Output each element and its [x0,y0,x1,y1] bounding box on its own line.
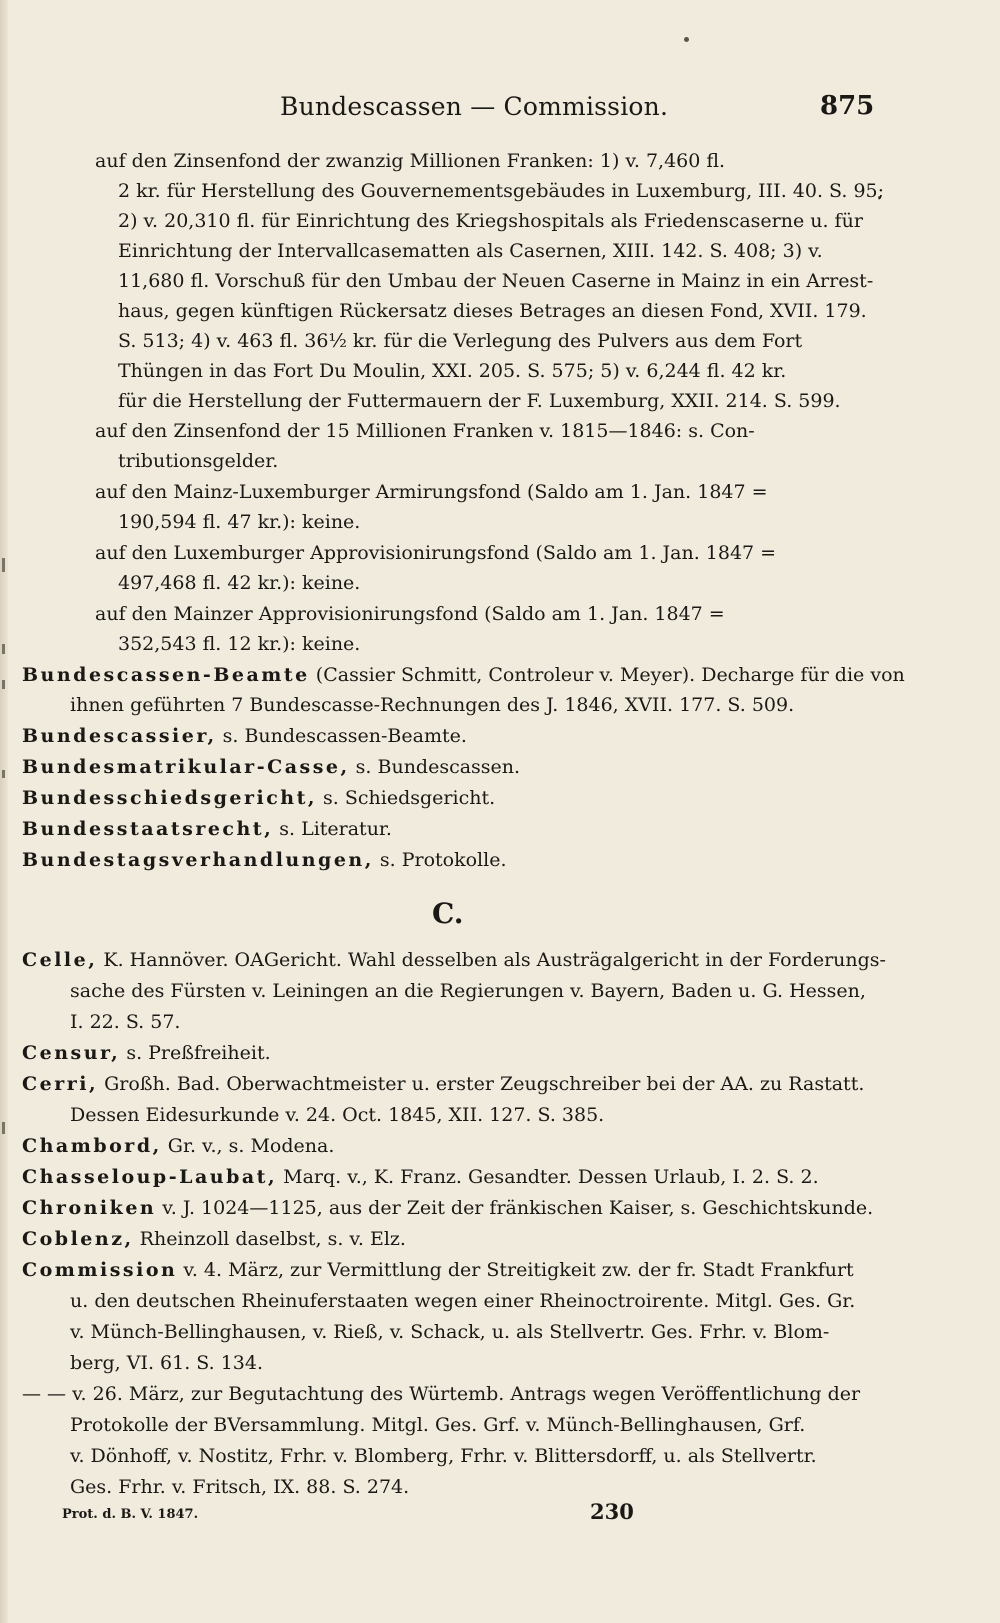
section-letter: C. [432,897,464,930]
text-line: 190,594 fl. 47 kr.): keine. [118,511,361,533]
index-entry: Commission v. 4. März, zur Vermittlung der Streitigkeit zw. der fr. Stadt Frankfurt [22,1259,854,1281]
text-line: v. Münch-Bellinghausen, v. Rieß, v. Schack, u. als Stellvertr. Ges. Frhr. v. Blom- [70,1321,830,1343]
text-line: Einrichtung der Intervallcasematten als Casernen, XIII. 142. S. 408; 3) v. [118,240,823,262]
index-entry: Bundestagsverhandlungen, s. Protokolle. [22,849,507,871]
sheet-number: 230 [590,1499,634,1524]
index-entry: Bundesschiedsgericht, s. Schiedsgericht. [22,787,496,809]
margin-mark [2,558,5,572]
text-line: haus, gegen künftigen Rückersatz dieses Betrages an diesen Fond, XVII. 179. [118,300,867,322]
text-line: 2 kr. für Herstellung des Gouvernementsgebäudes in Luxemburg, III. 40. S. 95; [118,180,885,202]
text-line: Ges. Frhr. v. Fritsch, IX. 88. S. 274. [70,1476,410,1498]
text-line: berg, VI. 61. S. 134. [70,1352,264,1374]
footer-signature: Prot. d. B. V. 1847. [62,1507,199,1522]
index-entry: Chroniken v. J. 1024—1125, aus der Zeit der fränkischen Kaiser, s. Geschichtskunde. [22,1197,874,1219]
text-line: tributionsgelder. [118,450,279,472]
running-head: Bundescassen — Commission. [280,92,669,121]
margin-mark [2,644,5,654]
text-line: auf den Zinsenfond der zwanzig Millionen Franken: 1) v. 7,460 fl. [95,150,726,172]
text-line: auf den Mainzer Approvisionirungsfond (Saldo am 1. Jan. 1847 = [95,603,725,625]
index-entry: Bundescassier, s. Bundescassen-Beamte. [22,725,467,747]
margin-mark [2,680,5,689]
text-line: sache des Fürsten v. Leiningen an die Regierungen v. Bayern, Baden u. G. Hessen, [70,980,866,1002]
index-entry: Bundesmatrikular-Casse, s. Bundescassen. [22,756,521,778]
text-line: Thüngen in das Fort Du Moulin, XXI. 205. S. 575; 5) v. 6,244 fl. 42 kr. [118,360,787,382]
text-line: u. den deutschen Rheinuferstaaten wegen einer Rheinoctroirente. Mitgl. Ges. Gr. [70,1290,856,1312]
text-line: auf den Mainz-Luxemburger Armirungsfond (Saldo am 1. Jan. 1847 = [95,481,768,503]
index-entry: Celle, K. Hannöver. OAGericht. Wahl desselben als Austrägalgericht in der Forderungs- [22,949,886,971]
index-entry: Chasseloup-Laubat, Marq. v., K. Franz. Gesandter. Dessen Urlaub, I. 2. S. 2. [22,1166,819,1188]
text-line: v. Dönhoff, v. Nostitz, Frhr. v. Blomberg, Frhr. v. Blittersdorff, u. als Stellvertr. [70,1445,817,1467]
text-line: S. 513; 4) v. 463 fl. 36½ kr. für die Verlegung des Pulvers aus dem Fort [118,330,803,352]
text-line: 497,468 fl. 42 kr.): keine. [118,572,361,594]
page-number: 875 [820,91,875,121]
text-line: 352,543 fl. 12 kr.): keine. [118,633,361,655]
ink-speck [684,37,689,42]
text-line: 11,680 fl. Vorschuß für den Umbau der Neuen Caserne in Mainz in ein Arrest- [118,270,874,292]
index-entry: Censur, s. Preßfreiheit. [22,1042,271,1064]
text-line: Dessen Eidesurkunde v. 24. Oct. 1845, XII. 127. S. 385. [70,1104,605,1126]
text-line: ihnen geführten 7 Bundescasse-Rechnungen des J. 1846, XVII. 177. S. 509. [70,694,795,716]
text-line: für die Herstellung der Futtermauern der F. Luxemburg, XXII. 214. S. 599. [118,390,841,412]
text-line: I. 22. S. 57. [70,1011,181,1033]
index-entry: Chambord, Gr. v., s. Modena. [22,1135,335,1157]
index-entry: Bundesstaatsrecht, s. Literatur. [22,818,392,840]
index-entry: Bundescassen-Beamte (Cassier Schmitt, Controleur v. Meyer). Decharge für die von [22,664,905,686]
margin-mark [2,770,5,778]
scan-edge [0,0,8,1623]
margin-mark [2,1122,5,1134]
index-entry: Cerri, Großh. Bad. Oberwachtmeister u. erster Zeugschreiber bei der AA. zu Rastatt. [22,1073,865,1095]
index-entry: Coblenz, Rheinzoll daselbst, s. v. Elz. [22,1228,406,1250]
text-line: auf den Luxemburger Approvisionirungsfond (Saldo am 1. Jan. 1847 = [95,542,777,564]
text-line: 2) v. 20,310 fl. für Einrichtung des Kriegshospitals als Friedenscaserne u. für [118,210,863,232]
text-line: Protokolle der BVersammlung. Mitgl. Ges. Grf. v. Münch-Bellinghausen, Grf. [70,1414,806,1436]
index-entry: — — v. 26. März, zur Begutachtung des Würtemb. Antrags wegen Veröffentlichung der [22,1383,861,1405]
text-line: auf den Zinsenfond der 15 Millionen Franken v. 1815—1846: s. Con- [95,420,755,442]
